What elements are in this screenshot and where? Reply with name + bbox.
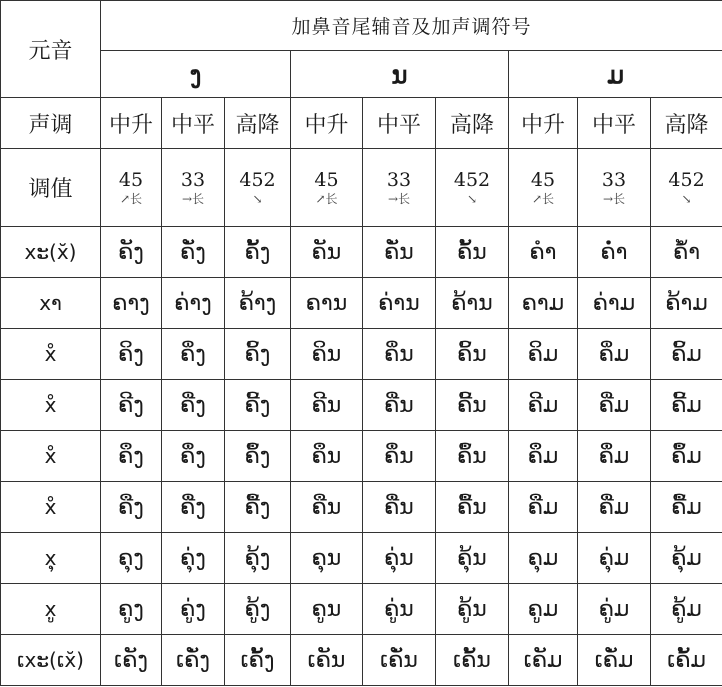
syllable-cell: ຄິ່ນ <box>363 329 436 380</box>
syllable-cell: ເຄັ່ນ <box>363 635 436 686</box>
syllable-cell: ຄາມ <box>509 278 578 329</box>
syllable-cell: ຄຸ່ນ <box>363 533 436 584</box>
vowel-cell: xາ <box>1 278 101 329</box>
vowel-cell: x̊ <box>1 431 101 482</box>
table-row <box>1 482 722 533</box>
tone-value-cell <box>162 149 225 227</box>
tone-value-cell <box>436 149 509 227</box>
table-row <box>1 635 722 686</box>
vowel-cell: xະ(x̆) <box>1 227 101 278</box>
tone-contour-icon: →长 <box>387 191 411 206</box>
syllable-cell: ຄຸ້ນ <box>436 533 509 584</box>
tone-value-number: 452 <box>668 168 705 191</box>
table-row <box>1 329 722 380</box>
syllable-cell: ຄູມ <box>509 584 578 635</box>
table-row <box>1 380 722 431</box>
syllable-cell: ເຄັ້ນ <box>436 635 509 686</box>
syllable-cell: ຄິງ <box>101 329 162 380</box>
table-row <box>1 227 722 278</box>
syllable-cell: ຄີງ <box>101 380 162 431</box>
tone-cell: 中升 <box>101 98 162 149</box>
tone-value-cell <box>363 149 436 227</box>
syllable-cell: ຄຶງ <box>101 431 162 482</box>
syllable-cell: ຄຳ <box>509 227 578 278</box>
tone-value-cell <box>578 149 651 227</box>
syllable-cell: ຄຶ່ງ <box>162 431 225 482</box>
final-ng-header: ງ <box>101 51 291 98</box>
syllable-cell: ຄູ່ງ <box>162 584 225 635</box>
syllable-cell: ຄັ້ນ <box>436 227 509 278</box>
tone-contour-icon: →长 <box>181 191 205 206</box>
tone-value-number: 452 <box>453 168 491 191</box>
syllable-cell: ຄື່ມ <box>578 482 651 533</box>
syllable-cell: ຄິ່ມ <box>578 329 651 380</box>
syllable-cell: ຄູ້ມ <box>651 584 722 635</box>
vowel-cell: x̊ <box>1 329 101 380</box>
syllable-cell: ຄ່າມ <box>578 278 651 329</box>
syllable-cell: ຄຸນ <box>291 533 363 584</box>
tone-contour-icon: ↗长 <box>531 191 555 206</box>
syllable-cell: ຄ້ຳ <box>651 227 722 278</box>
syllable-cell: ຄູ້ງ <box>225 584 291 635</box>
table-row <box>1 278 722 329</box>
syllable-cell: ຄ່າງ <box>162 278 225 329</box>
syllable-cell: ຄ່ານ <box>363 278 436 329</box>
tone-cell: 高降 <box>436 98 509 149</box>
vowel-header: 元音 <box>1 1 101 98</box>
tone-label: 声调 <box>1 98 101 149</box>
syllable-cell: ຄຶ່ນ <box>363 431 436 482</box>
group-header: 加鼻音尾辅音及加声调符号 <box>101 1 722 51</box>
syllable-cell: ຄື້ງ <box>225 482 291 533</box>
syllable-cell: ຄິ້ງ <box>225 329 291 380</box>
syllable-cell: ຄຶ່ມ <box>578 431 651 482</box>
tone-cell: 中平 <box>363 98 436 149</box>
syllable-cell: ຄິມ <box>509 329 578 380</box>
syllable-cell: ຄຶນ <box>291 431 363 482</box>
tone-value-cell <box>651 149 722 227</box>
syllable-cell: ຄຶ້ງ <box>225 431 291 482</box>
syllable-cell: ຄູ້ນ <box>436 584 509 635</box>
vowel-cell: x̊ <box>1 482 101 533</box>
syllable-cell: ຄື້ນ <box>436 482 509 533</box>
tone-value-number: 45 <box>118 168 144 191</box>
table-row <box>1 533 722 584</box>
tone-cell: 高降 <box>651 98 722 149</box>
tone-contour-icon: →长 <box>602 191 626 206</box>
syllable-cell: ຄຸ້ມ <box>651 533 722 584</box>
syllable-cell: ຄັ່ງ <box>162 227 225 278</box>
vowel-cell: ເxະ(ເx̆) <box>1 635 101 686</box>
tone-cell: 中平 <box>578 98 651 149</box>
final-m-header: ມ <box>509 51 722 98</box>
syllable-cell: ຄັ້ງ <box>225 227 291 278</box>
syllable-cell: ຄື້ມ <box>651 482 722 533</box>
table-row <box>1 584 722 635</box>
tone-value-cell <box>101 149 162 227</box>
syllable-cell: ຄີມ <box>509 380 578 431</box>
syllable-cell: ເຄັ່ງ <box>162 635 225 686</box>
syllable-cell: ເຄັ້ມ <box>651 635 722 686</box>
final-n-header: ນ <box>291 51 509 98</box>
tone-contour-icon: ↘ <box>681 191 692 206</box>
syllable-cell: ຄ່ຳ <box>578 227 651 278</box>
syllable-cell: ຄູງ <box>101 584 162 635</box>
syllable-cell: ຄຸ່ມ <box>578 533 651 584</box>
tone-value-number: 33 <box>386 168 412 191</box>
syllable-cell: ຄີ້ນ <box>436 380 509 431</box>
header-row-finals <box>1 51 722 98</box>
tone-value-cell <box>509 149 578 227</box>
syllable-cell: ຄ້ານ <box>436 278 509 329</box>
syllable-cell: ຄືນ <box>291 482 363 533</box>
table-row <box>1 431 722 482</box>
syllable-cell: ຄີ່ມ <box>578 380 651 431</box>
tone-value-row <box>1 149 722 227</box>
syllable-cell: ຄືງ <box>101 482 162 533</box>
syllable-cell: ຄານ <box>291 278 363 329</box>
syllable-cell: ຄູ່ມ <box>578 584 651 635</box>
syllable-cell: ຄຸມ <box>509 533 578 584</box>
syllable-cell: ເຄັ່ມ <box>578 635 651 686</box>
syllable-cell: ຄື່ນ <box>363 482 436 533</box>
syllable-cell: ຄຸ່ງ <box>162 533 225 584</box>
syllable-cell: ຄີ່ງ <box>162 380 225 431</box>
tone-value-number: 33 <box>601 168 627 191</box>
tone-value-label: 调值 <box>1 149 101 227</box>
syllable-cell: ຄູ່ນ <box>363 584 436 635</box>
syllable-cell: ຄິ່ງ <box>162 329 225 380</box>
tone-contour-icon: ↘ <box>252 191 263 206</box>
header-row-group <box>1 1 722 51</box>
syllable-cell: ຄັນ <box>291 227 363 278</box>
tone-value-number: 45 <box>530 168 556 191</box>
syllable-cell: ຄ້າມ <box>651 278 722 329</box>
tone-value-number: 45 <box>314 168 339 191</box>
syllable-cell: ເຄັ້ງ <box>225 635 291 686</box>
tone-cell: 高降 <box>225 98 291 149</box>
vowel-cell: x̊ <box>1 380 101 431</box>
tone-value-number: 452 <box>239 168 276 191</box>
tone-contour-icon: ↗长 <box>315 191 338 206</box>
tone-row <box>1 98 722 149</box>
tone-value-number: 33 <box>180 168 206 191</box>
syllable-cell: ຄີ້ງ <box>225 380 291 431</box>
syllable-cell: ຄີ້ມ <box>651 380 722 431</box>
tone-value-cell <box>291 149 363 227</box>
syllable-cell: ເຄັນ <box>291 635 363 686</box>
syllable-cell: ຄຸ້ງ <box>225 533 291 584</box>
tone-contour-icon: ↘ <box>466 191 478 206</box>
syllable-cell: ຄິ້ນ <box>436 329 509 380</box>
syllable-cell: ຄ້າງ <box>225 278 291 329</box>
syllable-cell: ເຄັງ <box>101 635 162 686</box>
syllable-cell: ເຄັມ <box>509 635 578 686</box>
vowel-cell: xູ <box>1 584 101 635</box>
tone-cell: 中升 <box>291 98 363 149</box>
vowel-cell: xຸ <box>1 533 101 584</box>
syllable-cell: ຄຶມ <box>509 431 578 482</box>
syllable-cell: ຄິ້ມ <box>651 329 722 380</box>
syllable-cell: ຄຶ້ນ <box>436 431 509 482</box>
syllable-cell: ຄາງ <box>101 278 162 329</box>
tone-value-cell <box>225 149 291 227</box>
syllable-cell: ຄີນ <box>291 380 363 431</box>
syllable-cell: ຄິນ <box>291 329 363 380</box>
syllable-cell: ຄຸງ <box>101 533 162 584</box>
syllable-cell: ຄັງ <box>101 227 162 278</box>
syllable-cell: ຄື່ງ <box>162 482 225 533</box>
syllable-cell: ຄີ່ນ <box>363 380 436 431</box>
syllable-cell: ຄັ່ນ <box>363 227 436 278</box>
tone-cell: 中升 <box>509 98 578 149</box>
tone-cell: 中平 <box>162 98 225 149</box>
syllable-cell: ຄຶ້ມ <box>651 431 722 482</box>
tone-contour-icon: ↗长 <box>119 191 143 206</box>
syllable-cell: ຄູນ <box>291 584 363 635</box>
syllable-cell: ຄືມ <box>509 482 578 533</box>
